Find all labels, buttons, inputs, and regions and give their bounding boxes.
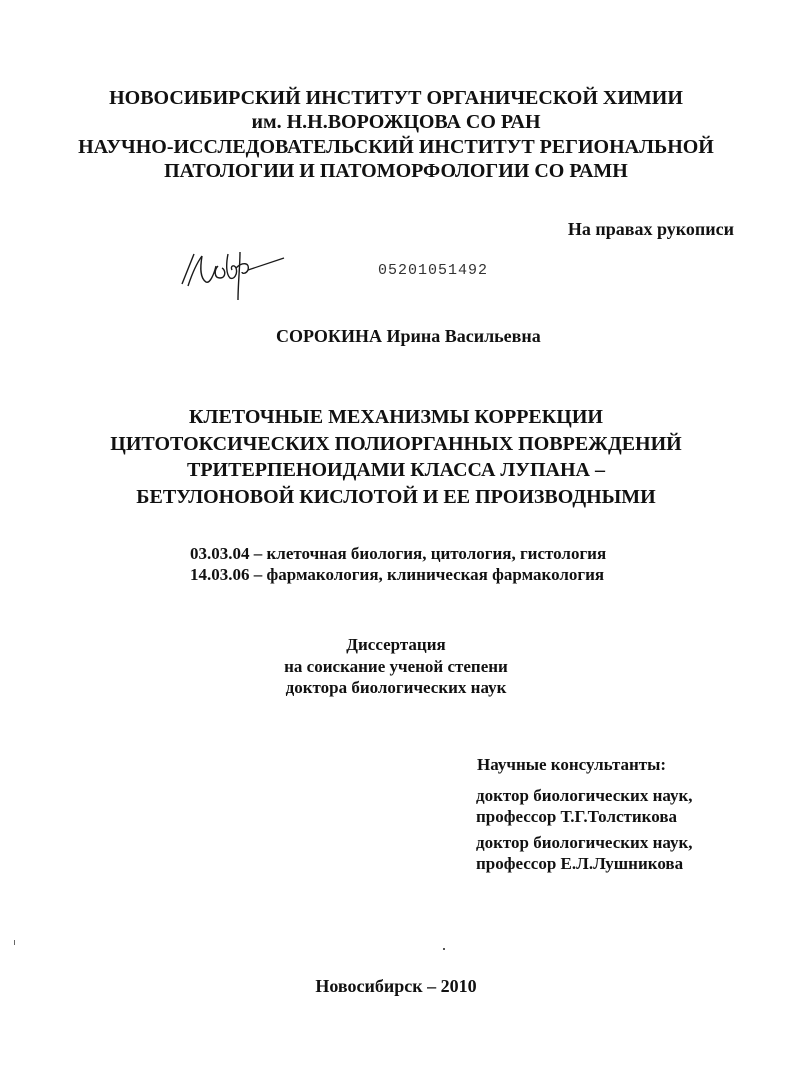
scan-speck	[443, 948, 445, 950]
consultant-tolstikova	[476, 786, 693, 827]
city-year: Новосибирск – 2010	[315, 976, 477, 996]
institute2-line1: НАУЧНО-ИССЛЕДОВАТЕЛЬСКИЙ ИНСТИТУТ РЕГИОНАЛЬНОЙ	[78, 136, 714, 158]
consultant2-degree: доктор биологических наук,	[476, 833, 693, 852]
degree-line2: доктора биологических наук	[285, 678, 507, 697]
institute2-line2: ПАТОЛОГИИ И ПАТОМОРФОЛОГИИ СО РАМН	[164, 160, 628, 182]
institute-regional-pathology	[0, 135, 792, 183]
specialty-line2: 14.03.06 – фармакология, клиническая фармакология	[190, 565, 605, 584]
consultant-lushnikova	[476, 833, 693, 874]
manuscript-rights-note: На правах рукописи	[567, 219, 734, 239]
specialty-line1: 03.03.04 – клеточная биология, цитология, гистология	[190, 544, 607, 563]
degree-line1: на соискание ученой степени	[284, 656, 508, 676]
scan-speck	[14, 940, 15, 945]
author-name: СОРОКИНА Ирина Васильевна	[276, 326, 541, 346]
handwritten-signature	[176, 244, 288, 302]
institute1-line1: НОВОСИБИРСКИЙ ИНСТИТУТ ОРГАНИЧЕСКОЙ ХИМИИ	[109, 87, 683, 109]
consultant1-name: профессор Т.Г.Толстикова	[476, 806, 678, 826]
title-line4: БЕТУЛОНОВОЙ КИСЛОТОЙ И ЕЕ ПРОИЗВОДНЫМИ	[136, 485, 656, 508]
title-line2: ЦИТОТОКСИЧЕСКИХ ПОЛИОРГАННЫХ ПОВРЕЖДЕНИЙ	[110, 432, 682, 455]
title-line3: ТРИТЕРПЕНОИДАМИ КЛАССА ЛУПАНА –	[187, 459, 605, 481]
institute-organic-chemistry	[0, 86, 792, 134]
dissertation-degree	[0, 634, 792, 699]
institute1-line2: им. Н.Н.ВОРОЖЦОВА СО РАН	[251, 111, 541, 133]
consultant1-degree: доктор биологических наук,	[476, 786, 693, 805]
consultant2-name: профессор Е.Л.Лушникова	[476, 853, 684, 873]
dissertation-title	[0, 404, 792, 510]
consultants-heading: Научные консультанты:	[477, 755, 667, 774]
dissertation-label: Диссертация	[346, 635, 446, 654]
document-code-number: 05201051492	[378, 262, 489, 279]
title-line1: КЛЕТОЧНЫЕ МЕХАНИЗМЫ КОРРЕКЦИИ	[189, 406, 603, 428]
specialty-codes	[190, 543, 606, 585]
